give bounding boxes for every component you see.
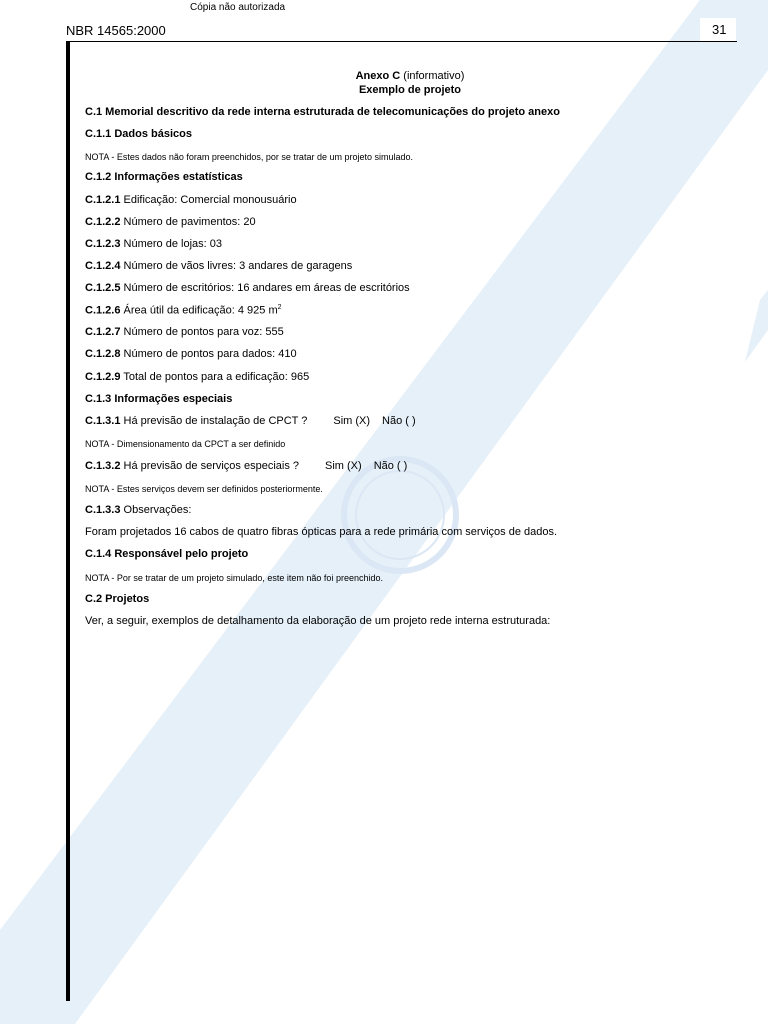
- note-c11: NOTA - Estes dados não foram preenchidos, por se tratar de um projeto simulado.: [85, 152, 413, 162]
- standard-code: NBR 14565:2000: [66, 23, 166, 38]
- list-item: C.1.2.6 Área útil da edificação: 4 925 $m^2$: [85, 304, 282, 317]
- section-c14-title: C.1.4 Responsável pelo projeto: [85, 548, 249, 560]
- note-cpct: NOTA - Dimensionamento da CPCT a ser definido: [85, 439, 286, 449]
- list-item: C.1.2.7 Número de pontos para voz: 555: [85, 326, 284, 338]
- copy-notice: Cópia não autorizada: [190, 2, 286, 13]
- left-margin-bar: [66, 41, 70, 1001]
- annex-title: [300, 70, 520, 82]
- note-special-services: NOTA - Estes serviços devem ser definidos posteriormente.: [85, 484, 323, 494]
- list-item: C.1.2.4 Número de vãos livres: 3 andares de garagens: [85, 260, 353, 272]
- section-c2-title: C.2 Projetos: [85, 593, 150, 605]
- page-number: 31: [712, 22, 727, 37]
- annex-qualifier: (informativo): [403, 70, 465, 82]
- annex-label: Anexo C: [355, 70, 401, 82]
- section-c11-title: C.1.1 Dados básicos: [85, 128, 192, 140]
- question-special-services: C.1.3.2 Há previsão de serviços especiais ? Sim (X) Não ( ): [85, 460, 408, 472]
- note-c14: NOTA - Por se tratar de um projeto simulado, este item não foi preenchido.: [85, 573, 383, 583]
- section-c13-title: C.1.3 Informações especiais: [85, 393, 233, 405]
- list-item: C.1.2.2 Número de pavimentos: 20: [85, 216, 256, 228]
- list-item: C.1.2.3 Número de lojas: 03: [85, 238, 222, 250]
- section-c12-title: C.1.2 Informações estatísticas: [85, 171, 243, 183]
- list-item: C.1.2.8 Número de pontos para dados: 410: [85, 348, 297, 360]
- list-item: C.1.2.5 Número de escritórios: 16 andares em áreas de escritórios: [85, 282, 410, 294]
- list-item: C.1.2.1 Edificação: Comercial monousuário: [85, 194, 297, 206]
- question-cpct: C.1.3.1 Há previsão de instalação de CPCT ? Sim (X) Não ( ): [85, 415, 416, 427]
- header-rule: [66, 41, 737, 42]
- observations-text: Foram projetados 16 cabos de quatro fibras ópticas para a rede primária com serviços de dados.: [85, 526, 558, 538]
- list-item: C.1.2.9 Total de pontos para a edificação: 965: [85, 371, 310, 383]
- section-c1-title: C.1 Memorial descritivo da rede interna estruturada de telecomunicações do projeto anexo: [85, 106, 560, 118]
- annex-subtitle: Exemplo de projeto: [358, 84, 462, 96]
- section-c2-text: Ver, a seguir, exemplos de detalhamento da elaboração de um projeto rede interna estruturada:: [85, 615, 551, 627]
- observations-title: C.1.3.3 Observações:: [85, 504, 192, 516]
